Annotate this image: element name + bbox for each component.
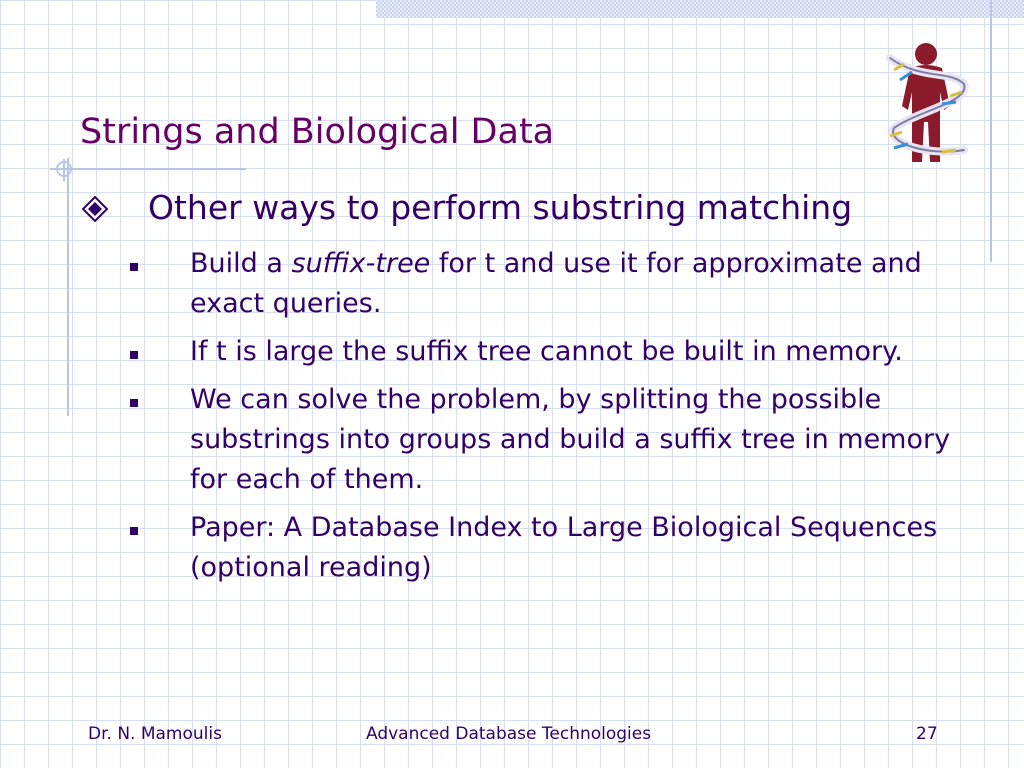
footer-course-title: Advanced Database Technologies	[366, 724, 652, 744]
square-bullet-icon	[130, 527, 138, 535]
crosshair-icon	[52, 157, 76, 181]
footer-author: Dr. N. Mamoulis	[88, 724, 222, 744]
sub-bullet-item	[130, 380, 960, 500]
sub-bullet-item	[130, 508, 960, 588]
sub-bullet-text	[190, 244, 960, 324]
right-vertical-rule	[990, 0, 992, 262]
title-underline-rule	[50, 168, 246, 170]
square-bullet-icon	[130, 351, 138, 359]
dna-helix-figure-logo	[880, 40, 972, 170]
level1-bullet-item	[82, 188, 982, 232]
level1-bullet-text: Other ways to perform substring matching	[148, 188, 853, 227]
footer-page-number: 27	[916, 724, 938, 744]
sub-bullet-item	[130, 244, 960, 324]
sub-bullet-text-part: for t and use it for approximate and exact queries.	[190, 248, 922, 319]
header-decoration-band	[376, 0, 1024, 18]
sub-bullet-text-part: Build a	[190, 248, 292, 279]
sub-bullet-item	[130, 332, 960, 372]
left-vertical-rule	[67, 158, 69, 416]
diamond-bullet-icon	[82, 196, 108, 222]
sub-bullet-emphasis: suffix-tree	[291, 248, 431, 279]
sub-bullet-list	[130, 244, 960, 596]
sub-bullet-text: If t is large the suffix tree cannot be built in memory.	[190, 336, 903, 367]
sub-bullet-text: We can solve the problem, by splitting the possible substrings into groups and build a suffix tree in memory for each of them.	[190, 384, 951, 495]
square-bullet-icon	[130, 263, 138, 271]
slide-title: Strings and Biological Data	[80, 112, 555, 152]
sub-bullet-text: Paper: A Database Index to Large Biological Sequences (optional reading)	[190, 512, 938, 583]
square-bullet-icon	[130, 399, 138, 407]
